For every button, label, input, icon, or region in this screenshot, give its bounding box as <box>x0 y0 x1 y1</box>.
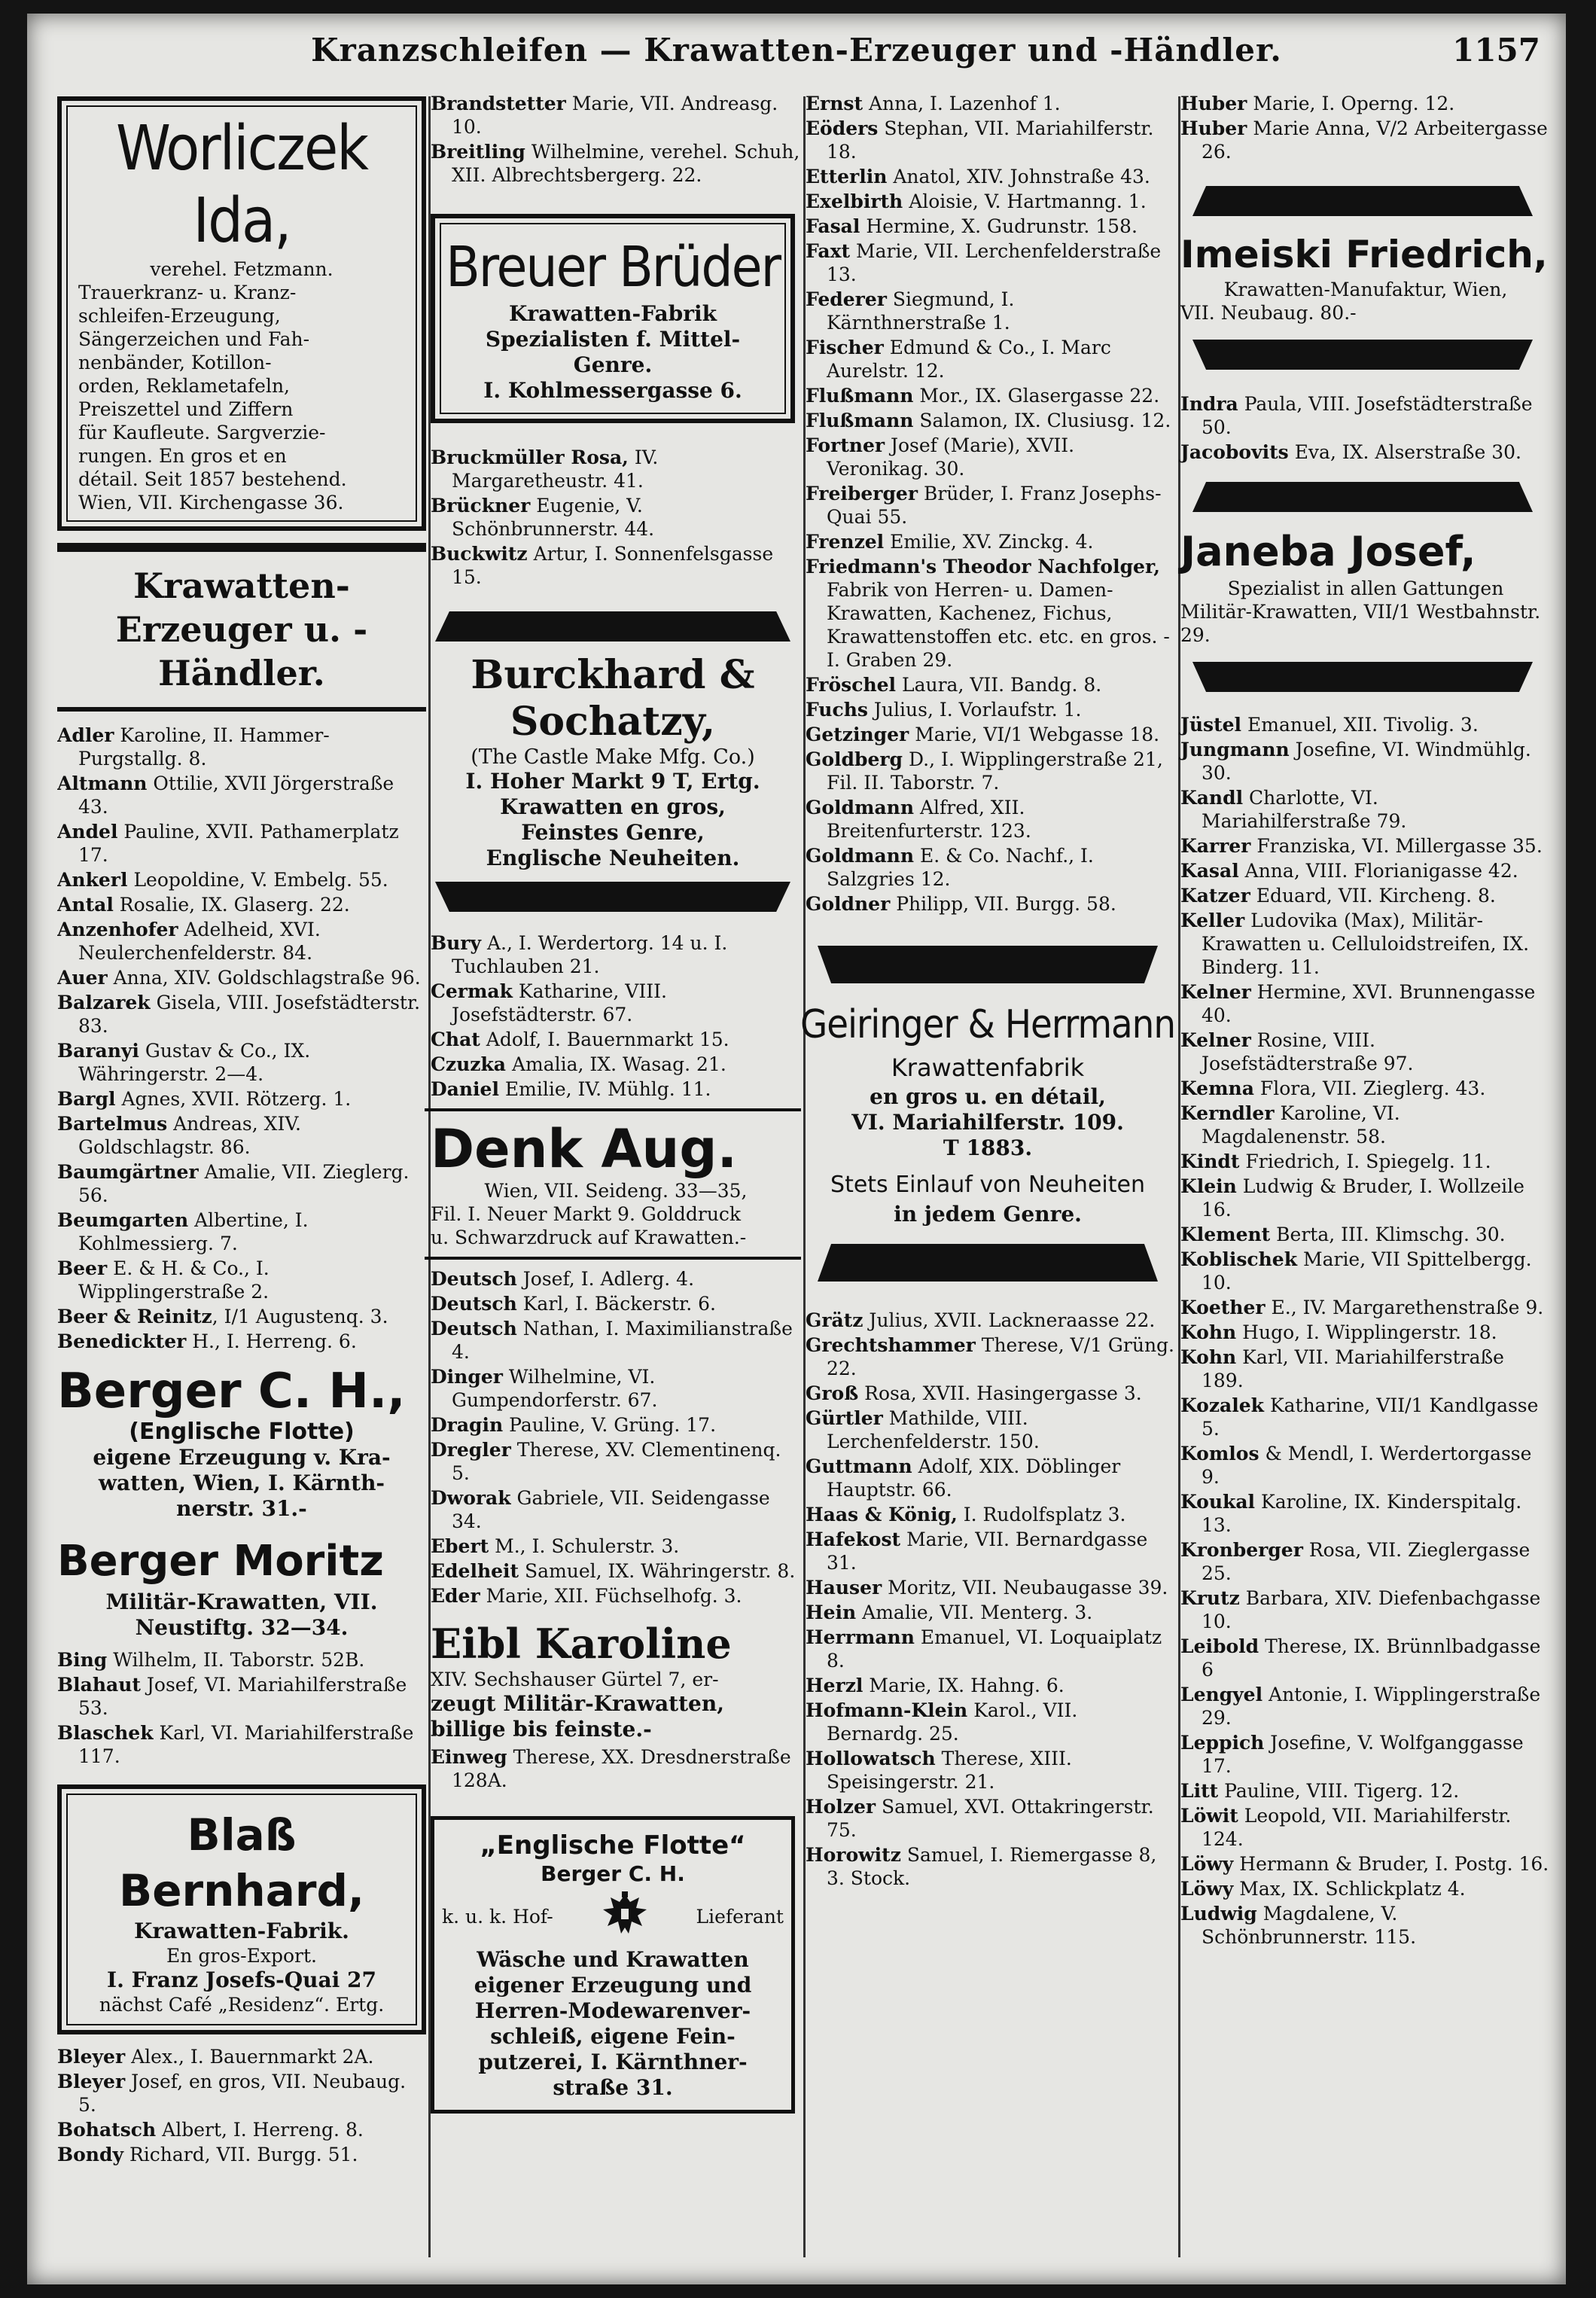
section-title: Krawatten-Erzeuger u. -Händler. <box>115 565 368 693</box>
list-item: Adler Karoline, II. Hammer-Purgstallg. 8. <box>57 724 330 770</box>
list-item: Jüstel Emanuel, XII. Tivolig. 3. <box>1180 714 1479 736</box>
list-item: Leibold Therese, IX. Brünnlbadgasse 6 <box>1180 1635 1541 1681</box>
list-item: Holzer Samuel, XVI. Ottakringerstr. 75. <box>806 1796 1154 1841</box>
list-item: Kelner Hermine, XVI. Brunnengasse 40. <box>1180 981 1536 1026</box>
banner-ornament <box>818 1244 1158 1282</box>
list-item: Kasal Anna, VIII. Florianigasse 42. <box>1180 860 1518 882</box>
list-item: Friedmann's Theodor Nachfolger, Fabrik von Herren- u. Damen-Krawatten, Kachenez, Fichus, Krawattenstoffen etc. etc. en gros. - I. Graben 29. <box>806 556 1170 671</box>
list-item: Bargl Agnes, XVII. Rötzerg. 1. <box>57 1088 352 1110</box>
list-item: Fortner Josef (Marie), XVII. Veronikag. 30. <box>806 434 1075 480</box>
list-item: Frenzel Emilie, XV. Zinckg. 4. <box>806 531 1094 553</box>
ad-line: orden, Reklametafeln, <box>78 375 291 397</box>
ad-line: Neustiftg. 32—34. <box>135 1615 349 1640</box>
divider-rule <box>425 1257 801 1260</box>
ad-denk <box>425 1119 801 1249</box>
list-item: Bing Wilhelm, II. Taborstr. 52B. <box>57 1649 365 1671</box>
ad-line: Spezialist in allen Gattungen <box>1227 578 1504 599</box>
ad-name: Blaß Bernhard, <box>118 1809 365 1916</box>
list-item: Einweg Therese, XX. Dresdnerstraße 128A. <box>431 1746 791 1791</box>
list-item: Haas & König, I. Rudolfsplatz 3. <box>806 1504 1126 1525</box>
divider-rule <box>57 543 426 552</box>
list-item: Hofmann-Klein Karol., VII. Bernardg. 25. <box>806 1699 1078 1745</box>
list-item: Chat Adolf, I. Bauernmarkt 15. <box>431 1029 729 1050</box>
list-item: Dragin Pauline, V. Grüng. 17. <box>431 1414 717 1436</box>
list-item: Bondy Richard, VII. Burgg. 51. <box>57 2144 358 2165</box>
ad-line: Krawatten en gros, <box>500 794 726 819</box>
list-item: Ernst Anna, I. Lazenhof 1. <box>806 93 1061 114</box>
list-item: Goldmann Alfred, XII. Breitenfurterstr. 123. <box>806 797 1031 842</box>
list-item: Huber Marie, I. Operng. 12. <box>1180 93 1455 114</box>
list-item: Antal Rosalie, IX. Glaserg. 22. <box>57 894 350 916</box>
ad-name: Berger Moritz <box>57 1537 384 1586</box>
list-item: Jacobovits Eva, IX. Alserstraße 30. <box>1180 441 1521 463</box>
ad-berger-ch <box>57 1364 426 1522</box>
list-item: Grätz Julius, XVII. Lackneraasse 22. <box>806 1309 1156 1331</box>
ad-name: Worliczek Ida, <box>116 113 367 257</box>
list-item: Balzarek Gisela, VIII. Josefstädterstr. 83. <box>57 992 421 1037</box>
ad-line: u. Schwarzdruck auf Krawatten.- <box>431 1227 747 1248</box>
list-item: Brückner Eugenie, V. Schönbrunnerstr. 44. <box>431 495 655 540</box>
list-item: Ludwig Magdalene, V. Schönbrunnerstr. 115. <box>1180 1903 1417 1948</box>
list-item: Baranyi Gustav & Co., IX. Währingerstr. 2—4. <box>57 1040 311 1085</box>
page-header <box>27 23 1566 75</box>
entry-list <box>425 1267 801 1608</box>
entry-list <box>800 92 1176 916</box>
list-item: Katzer Eduard, VII. Kircheng. 8. <box>1180 885 1496 907</box>
list-item: Fasal Hermine, X. Gudrunstr. 158. <box>806 215 1138 237</box>
list-item: Gürtler Mathilde, VIII. Lerchenfelderstr. 150. <box>806 1407 1040 1452</box>
ad-line: En gros-Export. <box>166 1945 317 1967</box>
ad-line: Krawatten-Fabrik. <box>134 1919 349 1943</box>
ad-name: Berger C. H. <box>541 1861 685 1886</box>
ad-line: in jedem Genre. <box>894 1202 1082 1227</box>
ad-line: I. Kohlmessergasse 6. <box>483 378 742 403</box>
ad-geiringer <box>800 998 1176 1227</box>
entry-list <box>1174 92 1551 163</box>
ad-breuer <box>431 214 795 423</box>
list-item: Freiberger Brüder, I. Franz Josephs-Quai 55. <box>806 483 1162 528</box>
list-item: Goldner Philipp, VII. Burgg. 58. <box>806 893 1116 915</box>
ad-line: I. Franz Josefs-Quai 27 <box>106 1967 377 1992</box>
ad-line: verehel. Fetzmann. <box>150 258 334 280</box>
ad-line: VI. Mariahilferstr. 109. <box>851 1110 1124 1135</box>
entry-list <box>425 92 801 187</box>
list-item: Goldberg D., I. Wipplingerstraße 21, Fil. II. Taborstr. 7. <box>806 748 1163 794</box>
list-item: Koblischek Marie, VII Spittelbergg. 10. <box>1180 1248 1532 1294</box>
ad-line: Stets Einlauf von Neuheiten <box>830 1172 1145 1198</box>
list-item: Ankerl Leopoldine, V. Embelg. 55. <box>57 869 388 891</box>
ad-name: Geiringer & Herrmann <box>800 1002 1175 1047</box>
ad-englische-flotte <box>431 1816 795 2114</box>
banner-ornament <box>435 611 790 642</box>
banner-ornament <box>1192 482 1533 512</box>
list-item: Groß Rosa, XVII. Hasingergasse 3. <box>806 1382 1142 1404</box>
ad-title: „Englische Flotte“ <box>480 1830 746 1861</box>
ad-line: Herren-Modewarenver- <box>474 1998 751 2023</box>
banner-ornament <box>1192 186 1533 216</box>
ad-line: straße 31. <box>553 2075 673 2100</box>
banner-ornament <box>818 946 1158 983</box>
list-item: Kronberger Rosa, VII. Zieglergasse 25. <box>1180 1539 1531 1584</box>
list-item: Bury A., I. Werdertorg. 14 u. I. Tuchlauben 21. <box>431 932 728 977</box>
list-item: Bohatsch Albert, I. Herreng. 8. <box>57 2119 364 2141</box>
list-item: Etterlin Anatol, XIV. Johnstraße 43. <box>806 166 1150 187</box>
list-item: Löwit Leopold, VII. Mariahilferstr. 124. <box>1180 1805 1512 1850</box>
column-2 <box>425 92 801 2260</box>
list-item: Herrmann Emanuel, VI. Loquaiplatz 8. <box>806 1626 1162 1672</box>
list-item: Hein Amalie, VII. Menterg. 3. <box>806 1602 1093 1623</box>
ad-line: watten, Wien, I. Kärnth- <box>98 1471 385 1495</box>
ad-line: billige bis feinste.- <box>431 1717 652 1742</box>
divider-rule <box>57 707 426 712</box>
column-1 <box>57 92 426 2260</box>
ad-line: VII. Neubaug. 80.- <box>1180 302 1357 324</box>
entry-list <box>1174 713 1551 1949</box>
ad-line: eigene Erzeugung v. Kra- <box>93 1445 391 1470</box>
entry-list <box>425 931 801 1101</box>
ad-line: rungen. En gros et en <box>78 445 287 467</box>
list-item: Dregler Therese, XV. Clementinenq. 5. <box>431 1439 781 1484</box>
ad-line: Englische Neuheiten. <box>486 846 740 870</box>
list-item: Faxt Marie, VII. Lerchenfelderstraße 13. <box>806 240 1162 285</box>
ad-line: Genre. <box>573 352 653 377</box>
list-item: Daniel Emilie, IV. Mühlg. 11. <box>431 1078 711 1100</box>
ad-name: Berger C. H., <box>57 1364 406 1419</box>
list-item: Kerndler Karoline, VI. Magdalenenstr. 58. <box>1180 1102 1400 1147</box>
list-item: Indra Paula, VIII. Josefstädterstraße 50. <box>1180 393 1533 438</box>
list-item: Goldmann E. & Co. Nachf., I. Salzgries 12. <box>806 845 1094 890</box>
list-item: Klein Ludwig & Bruder, I. Wollzeile 16. <box>1180 1175 1524 1221</box>
list-item: Bleyer Alex., I. Bauernmarkt 2A. <box>57 2046 374 2068</box>
list-item: Ebert M., I. Schulerstr. 3. <box>431 1535 680 1557</box>
entry-list <box>1174 392 1551 464</box>
ad-line: für Kaufleute. Sargverzie- <box>78 422 326 443</box>
directory-page <box>27 14 1566 2284</box>
ad-line: Krawatten-Fabrik <box>509 301 717 326</box>
ad-line: schleiß, eigene Fein- <box>490 2024 736 2049</box>
list-item: Bleyer Josef, en gros, VII. Neubaug. 5. <box>57 2071 407 2116</box>
banner-ornament <box>435 882 790 912</box>
list-item: Baumgärtner Amalie, VII. Zieglerg. 56. <box>57 1161 410 1206</box>
ad-line: Spezialisten f. Mittel- <box>485 327 741 352</box>
list-item: Kozalek Katharine, VII/1 Kandlgasse 5. <box>1180 1394 1539 1440</box>
ad-blass <box>57 1784 426 2034</box>
list-item: Klement Berta, III. Klimschg. 30. <box>1180 1224 1506 1245</box>
ad-line: nerstr. 31.- <box>176 1496 307 1521</box>
list-item: Dworak Gabriele, VII. Seidengasse 34. <box>431 1487 770 1532</box>
list-item: Beumgarten Albertine, I. Kohlmessierg. 7. <box>57 1209 309 1254</box>
ad-line: nenbänder, Kotillon- <box>78 352 272 373</box>
list-item: Anzenhofer Adelheid, XVI. Neulerchenfelderstr. 84. <box>57 919 321 964</box>
list-item: Hollowatsch Therese, XIII. Speisingerstr. 21. <box>806 1748 1072 1793</box>
ad-line: schleifen-Erzeugung, <box>78 305 281 327</box>
ad-imeiski <box>1174 231 1551 325</box>
ad-name: Breuer Brüder <box>446 235 780 300</box>
column-4 <box>1174 92 1551 2260</box>
list-item: Flußmann Salamon, IX. Clusiusg. 12. <box>806 410 1171 431</box>
list-item: Keller Ludovika (Max), Militär-Krawatten u. Celluloidstreifen, IX. Binderg. 11. <box>1180 910 1530 978</box>
list-item: Jungmann Josefine, VI. Windmühlg. 30. <box>1180 739 1531 784</box>
page-number: 1157 <box>1452 32 1540 69</box>
ad-burckhard <box>425 652 801 871</box>
list-item: Deutsch Karl, I. Bäckerstr. 6. <box>431 1293 716 1315</box>
list-item: Beer & Reinitz, I/1 Augustenq. 3. <box>57 1306 388 1327</box>
divider-rule <box>425 1108 801 1111</box>
column-3 <box>800 92 1176 2260</box>
ad-worliczek <box>57 96 426 531</box>
list-item: Cermak Katharine, VIII. Josefstädterstr. 67. <box>431 980 667 1026</box>
list-item: Czuzka Amalia, IX. Wasag. 21. <box>431 1053 726 1075</box>
list-item: Komlos & Mendl, I. Werdertorgasse 9. <box>1180 1443 1532 1488</box>
list-item: Löwy Max, IX. Schlickplatz 4. <box>1180 1878 1466 1900</box>
ad-line: en gros u. en détail, <box>870 1084 1106 1109</box>
hof-row <box>442 1890 784 1943</box>
ad-name: Imeiski Friedrich, <box>1180 233 1548 276</box>
entry-list <box>57 2045 426 2166</box>
list-item: Koukal Karoline, IX. Kinderspitalg. 13. <box>1180 1491 1522 1536</box>
list-item: Andel Pauline, XVII. Pathamerplatz 17. <box>57 821 399 866</box>
list-item: Bruckmüller Rosa, IV. Margaretheustr. 41. <box>431 446 659 492</box>
ad-name: Burckhard & Sochatzy, <box>471 652 755 745</box>
entry-list <box>425 446 801 589</box>
list-item: Löwy Hermann & Bruder, I. Postg. 16. <box>1180 1853 1549 1875</box>
list-item: Grechtshammer Therese, V/1 Grüng. 22. <box>806 1334 1175 1379</box>
list-item: Hafekost Marie, VII. Bernardgasse 31. <box>806 1528 1148 1574</box>
list-item: Horowitz Samuel, I. Riemergasse 8, 3. Stock. <box>806 1844 1157 1889</box>
list-item: Litt Pauline, VIII. Tigerg. 12. <box>1180 1780 1460 1802</box>
list-item: Kohn Karl, VII. Mariahilferstraße 189. <box>1180 1346 1504 1391</box>
ad-eibl <box>425 1620 801 1742</box>
ad-janeba <box>1174 527 1551 647</box>
list-item: Eder Marie, XII. Füchselhofg. 3. <box>431 1585 742 1607</box>
list-item: Deutsch Nathan, I. Maximilianstraße 4. <box>431 1318 793 1363</box>
ad-line: Sängerzeichen und Fah- <box>78 328 310 350</box>
ad-line: Krawatten-Manufaktur, Wien, <box>1223 279 1508 300</box>
double-eagle-icon <box>598 1890 651 1943</box>
list-item: Kemna Flora, VII. Zieglerg. 43. <box>1180 1077 1486 1099</box>
list-item: Lengyel Antonie, I. Wipplingerstraße 29. <box>1180 1684 1541 1729</box>
list-item: Brandstetter Marie, VII. Andreasg. 10. <box>431 93 778 138</box>
ad-line: nächst Café „Residenz“. Ertg. <box>99 1994 385 2016</box>
ad-berger-moritz <box>57 1534 426 1641</box>
ad-line: Wien, VII. Kirchengasse 36. <box>78 492 344 514</box>
hof-label: k. u. k. Hof- <box>442 1905 553 1928</box>
list-item: Kandl Charlotte, VI. Mariahilferstraße 79. <box>1180 787 1407 832</box>
list-item: Leppich Josefine, V. Wolfganggasse 17. <box>1180 1732 1524 1777</box>
list-item: Koether E., IV. Margarethenstraße 9. <box>1180 1297 1544 1318</box>
list-item: Dinger Wilhelmine, VI. Gumpendorferstr. 67. <box>431 1366 658 1411</box>
running-head: Kranzschleifen — Krawatten-Erzeuger und -Händler. <box>311 32 1282 69</box>
list-item: Fischer Edmund & Co., I. Marc Aurelstr. 12. <box>806 337 1111 382</box>
ad-line: Trauerkranz- u. Kranz- <box>78 282 297 303</box>
list-item: Breitling Wilhelmine, verehel. Schuh, XII. Albrechtsbergerg. 22. <box>431 141 800 186</box>
list-item: Karrer Franziska, VI. Millergasse 35. <box>1180 835 1543 857</box>
list-item: Exelbirth Aloisie, V. Hartmanng. 1. <box>806 190 1147 212</box>
ad-line: Fil. I. Neuer Markt 9. Golddruck <box>431 1203 742 1225</box>
list-item: Eöders Stephan, VII. Mariahilferstr. 18. <box>806 117 1154 163</box>
ad-line: Militär-Krawatten, VII/1 Westbahnstr. 29. <box>1180 601 1541 646</box>
list-item: Guttmann Adolf, XIX. Döblinger Hauptstr. 66. <box>806 1455 1121 1501</box>
ad-name: Denk Aug. <box>431 1118 738 1180</box>
list-item: Edelheit Samuel, IX. Währingerstr. 8. <box>431 1560 796 1582</box>
list-item: Benedickter H., I. Herreng. 6. <box>57 1330 357 1352</box>
ad-line: Krawattenfabrik <box>891 1053 1085 1082</box>
ad-line: Wien, VII. Seideng. 33—35, <box>484 1180 748 1202</box>
ad-line: zeugt Militär-Krawatten, <box>431 1691 724 1716</box>
list-item: Federer Siegmund, I. Kärnthnerstraße 1. <box>806 288 1015 334</box>
ad-line: eigener Erzeugung und <box>474 1973 752 1998</box>
list-item: Auer Anna, XIV. Goldschlagstraße 96. <box>57 967 421 989</box>
list-item: Fröschel Laura, VII. Bandg. 8. <box>806 674 1102 696</box>
list-item: Altmann Ottilie, XVII Jörgerstraße 43. <box>57 773 394 818</box>
ad-line: T 1883. <box>943 1135 1033 1160</box>
banner-ornament <box>1192 662 1533 692</box>
list-item: Herzl Marie, IX. Hahng. 6. <box>806 1675 1065 1696</box>
ad-line: Preiszettel und Ziffern <box>78 398 294 420</box>
entry-list <box>800 1309 1176 1890</box>
ad-line: Wäsche und Krawatten <box>477 1947 749 1972</box>
ad-line: (The Castle Make Mfg. Co.) <box>471 745 755 769</box>
lieferant-label: Lieferant <box>696 1905 784 1928</box>
ad-name: Janeba Josef, <box>1180 528 1476 575</box>
banner-ornament <box>1192 340 1533 370</box>
ad-line: putzerei, I. Kärnthner- <box>478 2050 748 2074</box>
ad-line: Militär-Krawatten, VII. <box>105 1589 378 1614</box>
ad-name: Eibl Karoline <box>431 1620 732 1668</box>
entry-list <box>57 724 426 1353</box>
list-item: Beer E. & H. & Co., I. Wipplingerstraße 2. <box>57 1257 270 1303</box>
list-item: Blaschek Karl, VI. Mariahilferstraße 117. <box>57 1722 414 1767</box>
ad-line: I. Hoher Markt 9 T, Ertg. <box>465 769 760 794</box>
list-item: Kohn Hugo, I. Wipplingerstr. 18. <box>1180 1321 1497 1343</box>
list-item: Buckwitz Artur, I. Sonnenfelsgasse 15. <box>431 543 774 588</box>
list-item: Blahaut Josef, VI. Mariahilferstraße 53. <box>57 1674 407 1719</box>
ad-line: détail. Seit 1857 bestehend. <box>78 468 347 490</box>
list-item: Getzinger Marie, VI/1 Webgasse 18. <box>806 724 1160 745</box>
list-item: Kindt Friedrich, I. Spiegelg. 11. <box>1180 1151 1491 1172</box>
list-item: Krutz Barbara, XIV. Diefenbachgasse 10. <box>1180 1587 1541 1632</box>
list-item: Kelner Rosine, VIII. Josefstädterstraße 97. <box>1180 1029 1414 1074</box>
entry-list <box>57 1648 426 1768</box>
ad-subtitle: (Englische Flotte) <box>129 1419 355 1445</box>
list-item: Fuchs Julius, I. Vorlaufstr. 1. <box>806 699 1082 721</box>
list-item: Deutsch Josef, I. Adlerg. 4. <box>431 1268 695 1290</box>
ad-line: XIV. Sechshauser Gürtel 7, er- <box>431 1669 719 1690</box>
list-item: Huber Marie Anna, V/2 Arbeitergasse 26. <box>1180 117 1548 163</box>
list-item: Flußmann Mor., IX. Glasergasse 22. <box>806 385 1160 407</box>
ad-line: Feinstes Genre, <box>521 820 705 845</box>
list-item: Hauser Moritz, VII. Neubaugasse 39. <box>806 1577 1168 1599</box>
entry-list <box>425 1745 801 1792</box>
list-item: Bartelmus Andreas, XIV. Goldschlagstr. 86. <box>57 1113 301 1158</box>
